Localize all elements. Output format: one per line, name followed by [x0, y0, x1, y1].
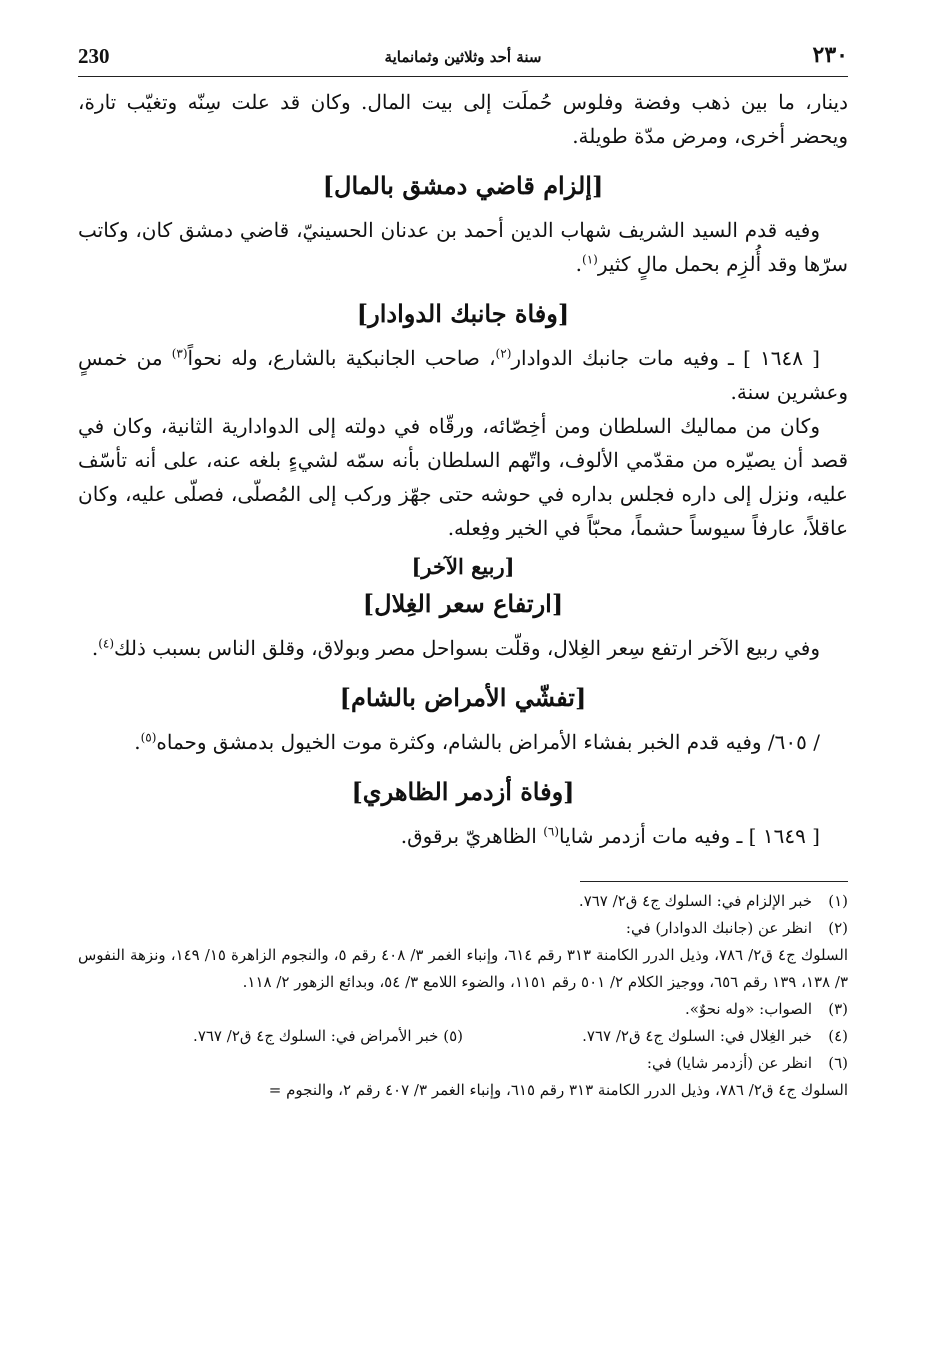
heading-amrad: [تفشّي الأمراض بالشام] — [339, 683, 587, 712]
footnote-ref: (١) — [582, 252, 598, 267]
paragraph-6: / ٦٠٥/ وفيه قدم الخبر بفشاء الأمراض بالشام، وكثرة موت الخيول بدمشق وحماه$^{(٥)}$. — [134, 730, 820, 754]
footnote-row-4-5 — [78, 1023, 848, 1050]
paragraph-7: [ ١٦٤٩ ] ـ وفيه مات أزدمر شايا$^{(٦)}$ الظاهريّ برقوق. — [400, 824, 820, 848]
footnote-1: (١)خبر الإلزام في: السلوك ج٤ ق٢/ ٧٦٧. — [578, 892, 848, 910]
book-page — [78, 40, 848, 1104]
heading-janibak: [وفاة جانبك الدوادار] — [356, 299, 570, 328]
running-header — [78, 40, 848, 77]
page-number-arabic: ٢٣٠ — [812, 42, 848, 68]
footnote-6-sources: السلوك ج٤ ق٢/ ٧٨٦، وذيل الدرر الكامنة ٣١٣ رقم ٦١٥، وإنباء الغمر ٣/ ٤٠٧ رقم ٢، والنجوم = — [268, 1081, 848, 1099]
footnote-ref: (٤) — [98, 636, 115, 651]
paragraph-4: وكان من مماليك السلطان ومن أخِصّائه، ورقّاه في دولته إلى الدوادارية الثانية، وكان في قصد أن يصيّره من مقدّمي الألوف، واتّهم السلطان بأنه سمّه لشيءٍ بلغه عنه، على أنه تأسّف عليه، ونزل إلى داره فجلس بداره في حوشه حتى جهّز وركب إلى المُصلّى، فصلّى عليه، وكان عاقلاً، عارفاً سيوساً حشماً، محبّاً في الخير وفِعله. — [78, 414, 848, 540]
footnote-ref: (٦) — [543, 824, 560, 839]
heading-ilzam: [إلزام قاضي دمشق بالمال] — [322, 171, 604, 200]
footnote-5: (٥) خبر الأمراض في: السلوك ج٤ ق٢/ ٧٦٧. — [193, 1027, 463, 1045]
paragraph-1: دينار، ما بين ذهب وفضة وفلوس حُملَت إلى بيت المال. وكان قد علت سِنّه وتغيّب تارة، ويحضر أخرى، ومرض مدّة طويلة. — [78, 90, 848, 148]
footnote-ref: (٢) — [495, 346, 512, 361]
heading-ghilal: [ارتفاع سعر الغِلال] — [362, 589, 564, 618]
footnote-6: (٦)انظر عن (أزدمر شايا) في: — [646, 1054, 848, 1072]
footnote-ref: (٣) — [171, 346, 188, 361]
page-number-latin: 230 — [78, 44, 110, 68]
footnote-2: (٢)انظر عن (جانبك الدوادار) في: — [625, 919, 848, 937]
footnote-2-sources: السلوك ج٤ ق٢/ ٧٨٦، وذيل الدرر الكامنة ٣١٣ رقم ٦١٤، وإنباء الغمر ٣/ ٤٠٨ رقم ٥، والنجوم الزاهرة ١٥/ ١٤٩، ونزهة النفوس ٣/ ١٣٨، ١٣٩ رقم ٦٥٦، ووجيز الكلام ٢/ ٥٠١ رقم ١١٥١، والضوء اللامع ٣/ ٥٤، وبدائع الزهور ٢/ ١١٨. — [78, 946, 849, 991]
paragraph-3: [ ١٦٤٨ ] ـ وفيه مات جانبك الدوادار$^{(٢)}$، صاحب الجانبكية بالشارع، وله نحواً$^{(٣)}$ من خمسٍ وعشرين سنة. — [78, 346, 848, 404]
heading-rabi-al-akhir: [ربيع الآخر] — [411, 554, 515, 579]
footnote-ref: (٥) — [140, 730, 157, 745]
footnote-4: (٤)خبر الغِلال في: السلوك ج٤ ق٢/ ٧٦٧. — [582, 1027, 848, 1045]
running-title: سنة أحد وثلاثين وثمانماية — [384, 48, 542, 66]
heading-azdamur: [وفاة أزدمر الظاهري] — [351, 777, 575, 806]
footnote-3: (٣)الصواب: «وله نحوٌ». — [685, 1000, 848, 1018]
paragraph-5: وفي ربيع الآخر ارتفع سِعر الغِلال، وقلّت بسواحل مصر وبولاق، وقلق الناس بسبب ذلك$^{(٤)}$. — [91, 636, 820, 660]
paragraph-2: وفيه قدم السيد الشريف شهاب الدين أحمد بن عدنان الحسينيّ، قاضي دمشق كان، وكاتب سرّها وقد أُلزِم بحمل مالٍ كثير$^{(١)}$. — [78, 218, 848, 276]
